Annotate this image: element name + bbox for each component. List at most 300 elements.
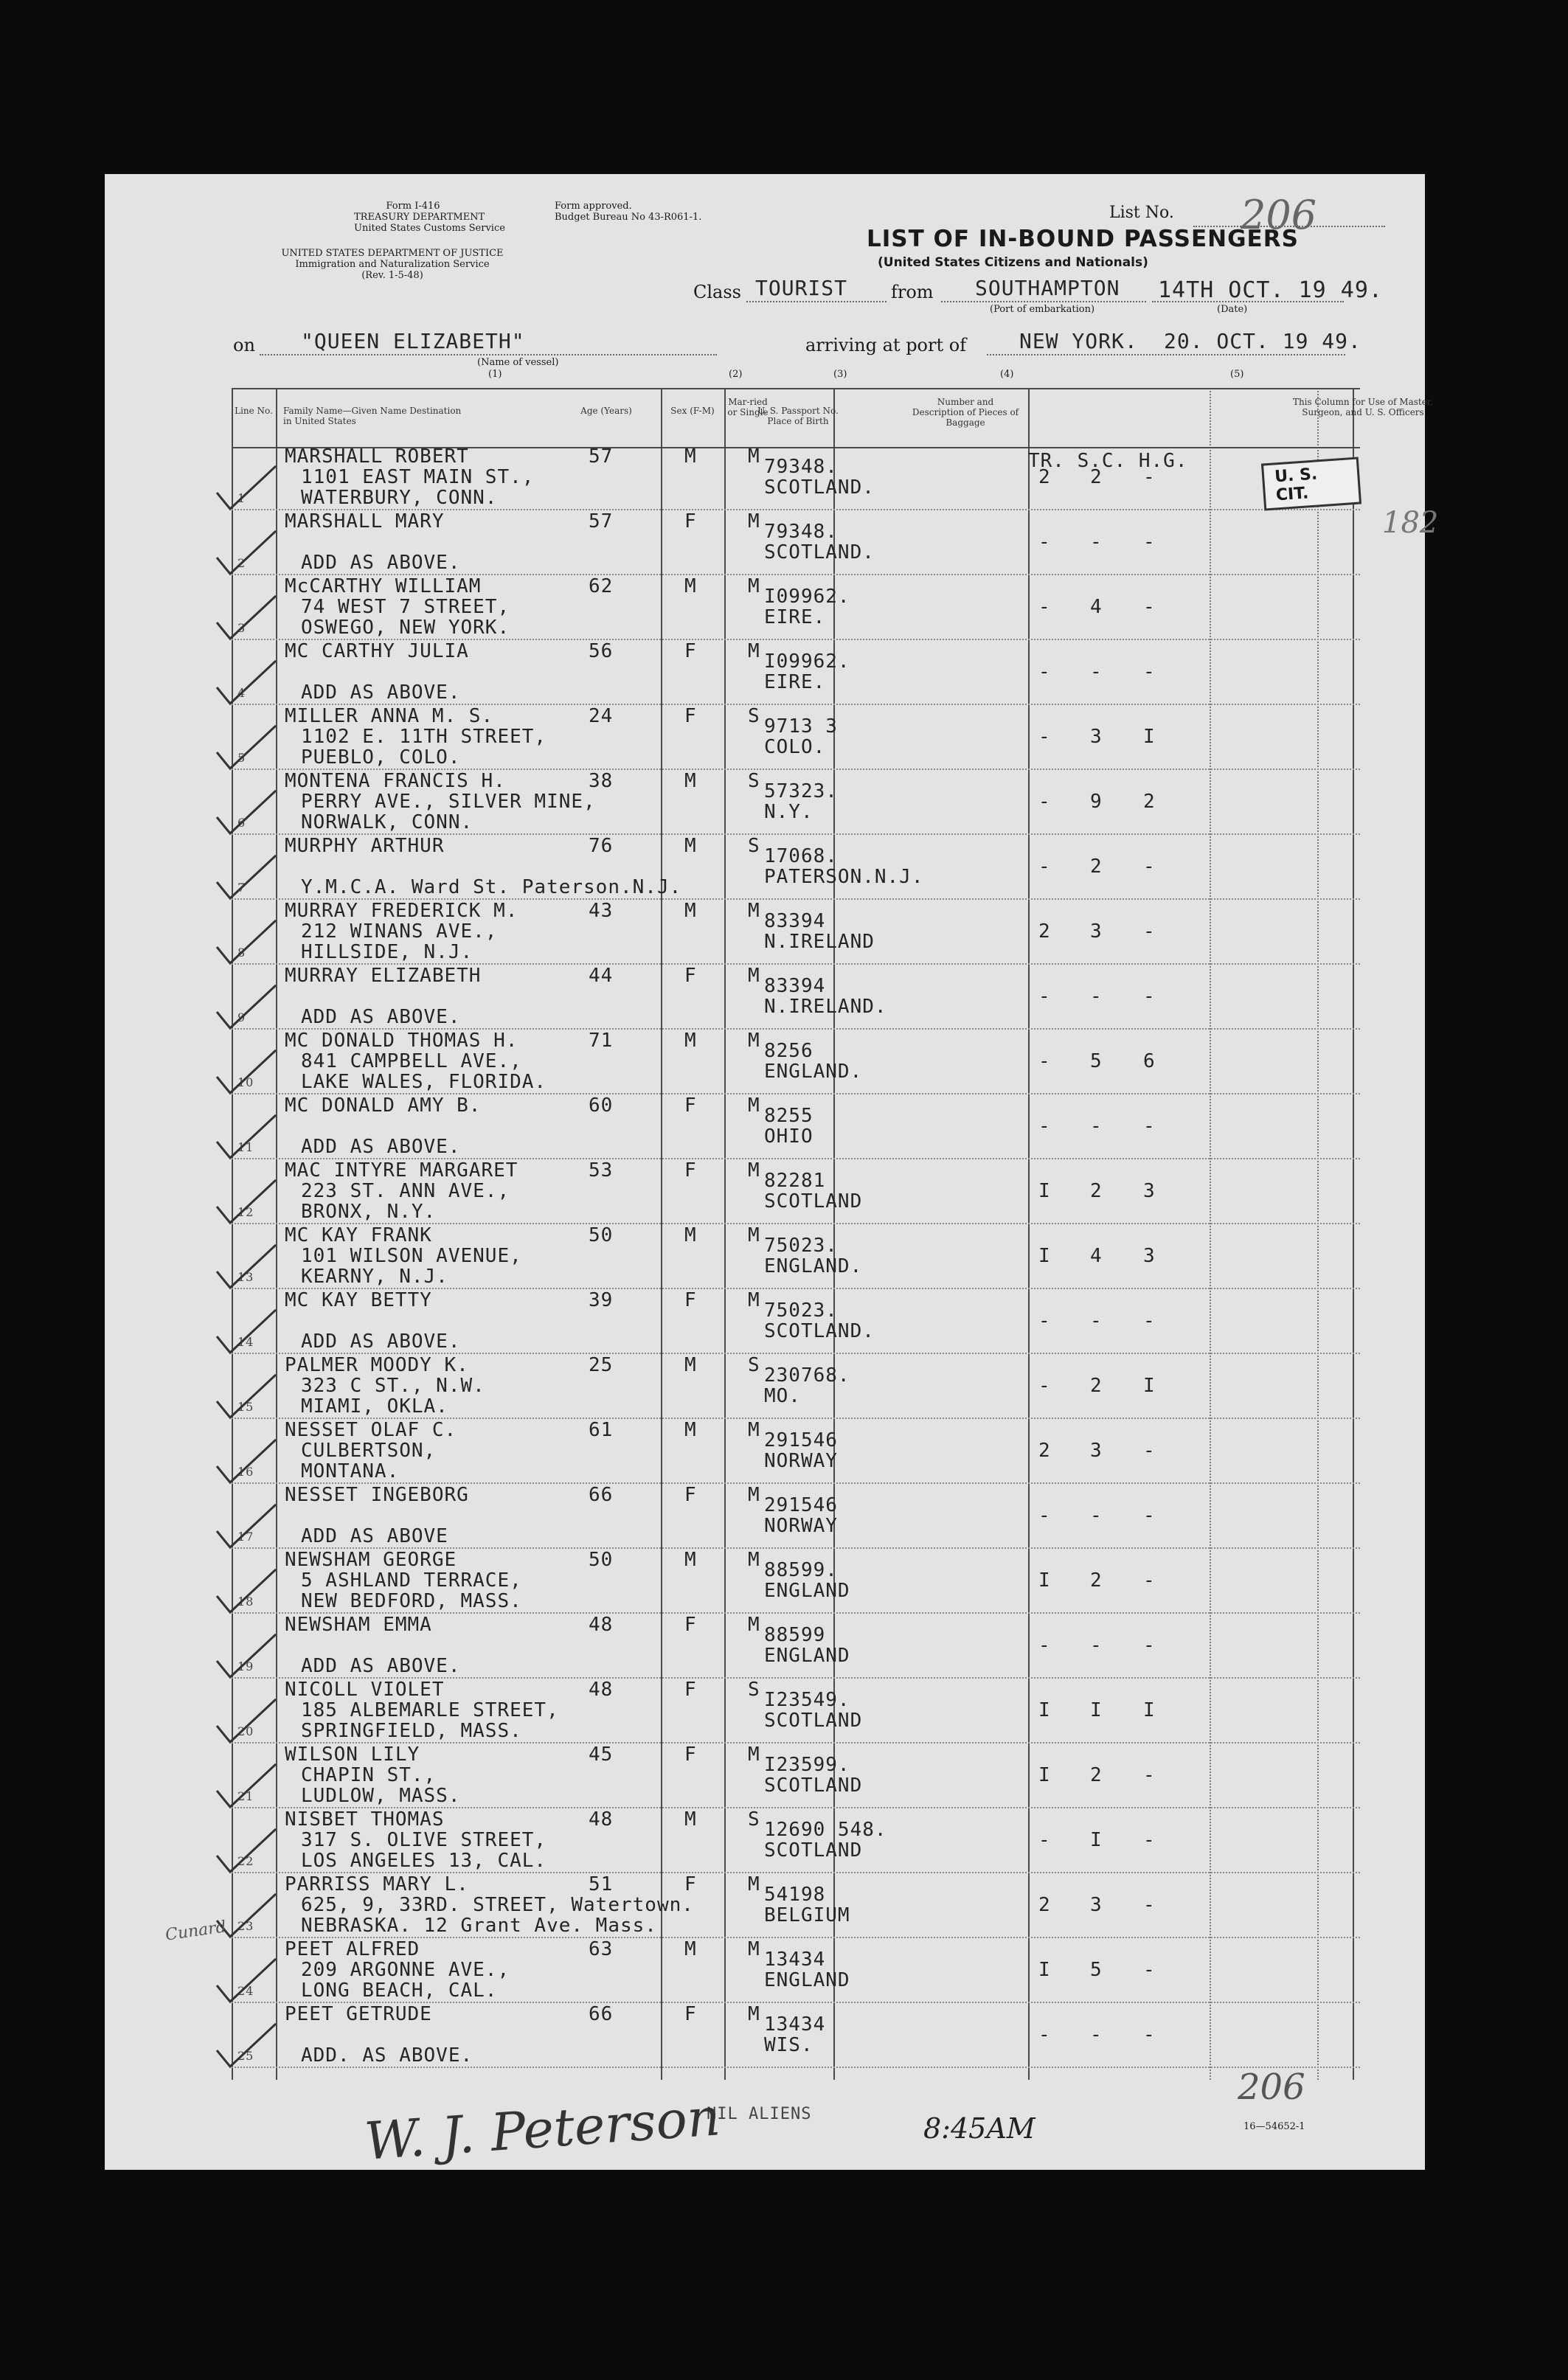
age: 76 xyxy=(589,835,614,857)
check-mark-icon xyxy=(214,463,280,515)
place-of-birth: WIS. xyxy=(764,2034,814,2056)
check-mark-icon xyxy=(214,1567,280,1618)
marital-status: M xyxy=(748,1419,760,1441)
place-of-birth: N.IRELAND. xyxy=(764,996,887,1018)
passenger-name: MURRAY ELIZABETH xyxy=(285,965,482,987)
baggage-hg: - xyxy=(1143,1894,1156,1916)
sex: F xyxy=(684,1159,697,1182)
marital-status: M xyxy=(748,1614,760,1636)
place-of-birth: SCOTLAND. xyxy=(764,476,875,499)
passenger-name: PEET ALFRED xyxy=(285,1938,420,1960)
sex: M xyxy=(684,1354,697,1376)
marital-status: M xyxy=(748,510,760,532)
header-married: Mar-ried or Single xyxy=(727,397,769,417)
destination-line: ADD AS ABOVE. xyxy=(301,681,461,704)
check-mark-icon xyxy=(214,1502,280,1553)
passport-number: I09962. xyxy=(764,586,850,608)
line-number: 6 xyxy=(237,816,246,830)
place-of-birth: BELGIUM xyxy=(764,1904,850,1926)
officer-signature: W. J. Peterson xyxy=(362,2086,723,2172)
embarkation-note: (Port of embarkation) xyxy=(990,304,1095,315)
line-number: 14 xyxy=(237,1335,254,1349)
line-number: 5 xyxy=(237,751,246,765)
destination-line: OSWEGO, NEW YORK. xyxy=(301,617,510,639)
baggage-tr: I xyxy=(1038,1180,1051,1202)
marital-status: M xyxy=(748,965,760,987)
embarkation-date: 14TH OCT. 19 49. xyxy=(1158,277,1383,303)
baggage-sc: 3 xyxy=(1090,920,1103,943)
baggage-hg: - xyxy=(1143,1764,1156,1786)
marital-status: M xyxy=(748,1224,760,1246)
destination-line: 5 ASHLAND TERRACE, xyxy=(301,1569,522,1592)
sex: M xyxy=(684,1938,697,1960)
baggage-sc: - xyxy=(1090,1505,1103,1527)
baggage-tr: - xyxy=(1038,1634,1051,1656)
place-of-birth: SCOTLAND xyxy=(764,1839,863,1862)
table-row xyxy=(232,1807,1360,1873)
marital-status: S xyxy=(748,705,760,727)
table-row xyxy=(232,1028,1360,1094)
passenger-name: MC DONALD THOMAS H. xyxy=(285,1030,518,1052)
line-number: 3 xyxy=(237,621,246,635)
sex: F xyxy=(684,1614,697,1636)
baggage-tr: - xyxy=(1038,1375,1051,1397)
customs-label: United States Customs Service xyxy=(354,223,505,234)
sex: F xyxy=(684,965,697,987)
baggage-sc: 4 xyxy=(1090,596,1103,618)
passport-number: 88599 xyxy=(764,1624,826,1646)
passport-number: 75023. xyxy=(764,1300,838,1322)
vessel-note: (Name of vessel) xyxy=(477,357,559,368)
baggage-sc: 3 xyxy=(1090,1894,1103,1916)
check-mark-icon xyxy=(214,1047,280,1099)
line-number: 22 xyxy=(237,1854,254,1868)
margin-note: Cunard xyxy=(164,1918,228,1945)
baggage-tr: - xyxy=(1038,1050,1051,1072)
sex: M xyxy=(684,1419,697,1441)
sex: F xyxy=(684,1744,697,1766)
page-title: LIST OF IN-BOUND PASSENGERS xyxy=(867,226,1299,252)
age: 60 xyxy=(589,1094,614,1117)
age: 57 xyxy=(589,510,614,532)
class-label: Class xyxy=(693,282,741,302)
arrival-date: 20. OCT. 19 49. xyxy=(1164,329,1361,353)
age: 66 xyxy=(589,2003,614,2025)
port-of-embarkation: SOUTHAMPTON xyxy=(975,276,1120,300)
line-number: 24 xyxy=(237,1984,254,1998)
footer-list-number: 206 xyxy=(1238,2067,1305,2108)
revision-label: (Rev. 1-5-48) xyxy=(361,270,423,281)
destination-line: ADD AS ABOVE. xyxy=(301,1136,461,1158)
column-number: (4) xyxy=(1000,369,1014,380)
destination-line: NEBRASKA. 12 Grant Ave. Mass. xyxy=(301,1915,657,1937)
age: 51 xyxy=(589,1873,614,1895)
place-of-birth: COLO. xyxy=(764,736,826,758)
from-label: from xyxy=(891,282,934,302)
sex: M xyxy=(684,1224,697,1246)
check-mark-icon xyxy=(214,723,280,774)
destination-line: CHAPIN ST., xyxy=(301,1764,437,1786)
passport-number: 83394 xyxy=(764,910,826,932)
date-note: (Date) xyxy=(1217,304,1248,315)
passenger-name: MURPHY ARTHUR xyxy=(285,835,445,857)
place-of-birth: ENGLAND xyxy=(764,1580,850,1602)
passport-number: 8256 xyxy=(764,1040,814,1062)
age: 62 xyxy=(589,575,614,597)
baggage-hg: - xyxy=(1143,1505,1156,1527)
place-of-birth: ENGLAND xyxy=(764,1645,850,1667)
table-row xyxy=(232,704,1360,770)
table-row xyxy=(232,1872,1360,1938)
place-of-birth: NORWAY xyxy=(764,1450,838,1472)
passport-number: 75023. xyxy=(764,1235,838,1257)
place-of-birth: N.IRELAND xyxy=(764,931,875,953)
destination-line: 317 S. OLIVE STREET, xyxy=(301,1829,547,1851)
age: 56 xyxy=(589,640,614,662)
baggage-tr: - xyxy=(1038,1829,1051,1851)
line-number: 2 xyxy=(237,556,246,570)
place-of-birth: SCOTLAND xyxy=(764,1774,863,1797)
check-mark-icon xyxy=(214,1307,280,1359)
check-mark-icon xyxy=(214,1761,280,1813)
passport-number: I23549. xyxy=(764,1689,850,1711)
form-approved-label: Form approved. xyxy=(555,201,632,212)
table-row xyxy=(232,963,1360,1030)
passenger-name: McCARTHY WILLIAM xyxy=(285,575,482,597)
sex: F xyxy=(684,1484,697,1506)
line-number: 16 xyxy=(237,1465,254,1479)
destination-line: NORWALK, CONN. xyxy=(301,811,473,833)
destination-line: 1101 EAST MAIN ST., xyxy=(301,466,535,488)
baggage-hg: 2 xyxy=(1143,791,1156,813)
column-number: (2) xyxy=(729,369,743,380)
marital-status: M xyxy=(748,1289,760,1311)
passport-number: 12690 548. xyxy=(764,1819,887,1841)
sex: F xyxy=(684,640,697,662)
passenger-name: MILLER ANNA M. S. xyxy=(285,705,494,727)
line-number: 23 xyxy=(237,1919,254,1933)
age: 44 xyxy=(589,965,614,987)
baggage-sc: 2 xyxy=(1090,856,1103,878)
sex: F xyxy=(684,1094,697,1117)
passport-number: 79348. xyxy=(764,456,838,478)
destination-line: ADD. AS ABOVE. xyxy=(301,2044,473,2067)
baggage-tr: I xyxy=(1038,1764,1051,1786)
passenger-name: NESSET OLAF C. xyxy=(285,1419,457,1441)
passport-number: 54198 xyxy=(764,1884,826,1906)
marital-status: M xyxy=(748,575,760,597)
destination-line: 185 ALBEMARLE STREET, xyxy=(301,1699,559,1721)
sex: F xyxy=(684,705,697,727)
check-mark-icon xyxy=(214,1372,280,1423)
baggage-hg: - xyxy=(1143,661,1156,683)
passport-number: 230768. xyxy=(764,1364,850,1387)
destination-line: 323 C ST., N.W. xyxy=(301,1375,485,1397)
age: 71 xyxy=(589,1030,614,1052)
place-of-birth: ENGLAND. xyxy=(764,1255,863,1277)
baggage-tr: - xyxy=(1038,531,1051,553)
header-sex: Sex (F-M) xyxy=(670,406,715,416)
passport-number: I09962. xyxy=(764,650,850,673)
destination-line: 209 ARGONNE AVE., xyxy=(301,1959,510,1981)
destination-line: KEARNY, N.J. xyxy=(301,1266,448,1288)
table-row xyxy=(232,1612,1360,1679)
passport-number: 88599. xyxy=(764,1559,838,1581)
check-mark-icon xyxy=(214,1177,280,1229)
table-row xyxy=(232,444,1360,510)
department-label: TREASURY DEPARTMENT xyxy=(354,212,485,223)
baggage-hg: 6 xyxy=(1143,1050,1156,1072)
vessel-name: "QUEEN ELIZABETH" xyxy=(301,329,525,353)
budget-bureau-label: Budget Bureau No 43-R061-1. xyxy=(555,212,702,223)
passport-number: 8255 xyxy=(764,1105,814,1127)
destination-line: PUEBLO, COLO. xyxy=(301,746,461,769)
form-number: Form I-416 xyxy=(386,201,440,212)
line-number: 8 xyxy=(237,946,246,960)
age: 48 xyxy=(589,1808,614,1831)
marital-status: M xyxy=(748,1873,760,1895)
form-approval xyxy=(555,201,701,223)
sex: M xyxy=(684,1030,697,1052)
age: 39 xyxy=(589,1289,614,1311)
check-mark-icon xyxy=(214,1242,280,1294)
age: 45 xyxy=(589,1744,614,1766)
justice-block xyxy=(230,248,555,281)
check-mark-icon xyxy=(214,853,280,904)
baggage-hg: - xyxy=(1143,1634,1156,1656)
baggage-tr: - xyxy=(1038,1505,1051,1527)
baggage-hg: - xyxy=(1143,531,1156,553)
baggage-hg: I xyxy=(1143,726,1156,748)
baggage-hg: I xyxy=(1143,1375,1156,1397)
form-header-left xyxy=(354,201,505,234)
marital-status: M xyxy=(748,1938,760,1960)
passport-number: 83394 xyxy=(764,975,826,997)
sex: M xyxy=(684,1808,697,1831)
side-note-number: 182 xyxy=(1382,506,1439,540)
passenger-name: NISBET THOMAS xyxy=(285,1808,445,1831)
passenger-name: MAC INTYRE MARGARET xyxy=(285,1159,518,1182)
baggage-tr: - xyxy=(1038,856,1051,878)
line-number: 17 xyxy=(237,1530,254,1544)
table-row xyxy=(232,898,1360,965)
check-mark-icon xyxy=(214,1631,280,1683)
marital-status: S xyxy=(748,1354,760,1376)
sex: M xyxy=(684,770,697,792)
passport-number: 291546 xyxy=(764,1494,838,1516)
baggage-tr: 2 xyxy=(1038,920,1051,943)
age: 53 xyxy=(589,1159,614,1182)
passport-number: 17068. xyxy=(764,845,838,867)
passport-number: 79348. xyxy=(764,521,838,543)
line-number: 4 xyxy=(237,686,246,700)
sex: F xyxy=(684,1679,697,1701)
baggage-sc: - xyxy=(1090,2024,1103,2046)
baggage-hg: - xyxy=(1143,1115,1156,1137)
line-number: 15 xyxy=(237,1400,254,1414)
line-number: 12 xyxy=(237,1205,254,1219)
baggage-hg: - xyxy=(1143,1440,1156,1462)
marital-status: S xyxy=(748,835,760,857)
passenger-name: NICOLL VIOLET xyxy=(285,1679,445,1701)
baggage-sc: 2 xyxy=(1090,466,1103,488)
table-row xyxy=(232,1093,1360,1159)
age: 25 xyxy=(589,1354,614,1376)
destination-line: 223 ST. ANN AVE., xyxy=(301,1180,510,1202)
check-mark-icon xyxy=(214,1956,280,2008)
baggage-tr: - xyxy=(1038,791,1051,813)
line-number: 7 xyxy=(237,881,246,895)
destination-line: LOS ANGELES 13, CAL. xyxy=(301,1850,547,1872)
table-row xyxy=(232,574,1360,640)
destination-line: MIAMI, OKLA. xyxy=(301,1395,448,1418)
page-subtitle: (United States Citizens and Nationals) xyxy=(878,255,1148,270)
passport-number: 13434 xyxy=(764,2013,826,2036)
baggage-hg: - xyxy=(1143,1310,1156,1332)
passenger-manifest-sheet xyxy=(105,174,1439,2172)
passenger-name: PARRISS MARY L. xyxy=(285,1873,469,1895)
baggage-tr: - xyxy=(1038,2024,1051,2046)
baggage-tr: I xyxy=(1038,1959,1051,1981)
destination-line: ADD AS ABOVE xyxy=(301,1525,448,1547)
signature-time: 8:45AM xyxy=(923,2112,1035,2145)
baggage-hg: - xyxy=(1143,1829,1156,1851)
age: 48 xyxy=(589,1614,614,1636)
line-number: 1 xyxy=(237,491,246,505)
on-label: on xyxy=(233,335,255,355)
baggage-tr: I xyxy=(1038,1569,1051,1592)
marital-status: M xyxy=(748,1159,760,1182)
baggage-tr: - xyxy=(1038,596,1051,618)
line-number: 21 xyxy=(237,1789,254,1803)
baggage-sc: 2 xyxy=(1090,1375,1103,1397)
destination-line: 1102 E. 11TH STREET, xyxy=(301,726,547,748)
table-row xyxy=(232,1937,1360,2003)
baggage-hg: - xyxy=(1143,596,1156,618)
place-of-birth: OHIO xyxy=(764,1125,814,1148)
baggage-hg: - xyxy=(1143,1569,1156,1592)
baggage-sc: 9 xyxy=(1090,791,1103,813)
age: 48 xyxy=(589,1679,614,1701)
table-row xyxy=(232,833,1360,900)
destination-line: WATERBURY, CONN. xyxy=(301,487,498,509)
baggage-tr: - xyxy=(1038,661,1051,683)
destination-line: CULBERTSON, xyxy=(301,1440,437,1462)
passport-number: I23599. xyxy=(764,1754,850,1776)
place-of-birth: SCOTLAND xyxy=(764,1190,863,1212)
column-number: (5) xyxy=(1230,369,1244,380)
baggage-sc: - xyxy=(1090,1310,1103,1332)
baggage-sc: 2 xyxy=(1090,1764,1103,1786)
marital-status: M xyxy=(748,1094,760,1117)
passenger-name: NESSET INGEBORG xyxy=(285,1484,469,1506)
baggage-sc: - xyxy=(1090,1634,1103,1656)
marital-status: M xyxy=(748,640,760,662)
place-of-birth: ENGLAND. xyxy=(764,1061,863,1083)
place-of-birth: NORWAY xyxy=(764,1515,838,1537)
passenger-name: MURRAY FREDERICK M. xyxy=(285,900,518,922)
marital-status: M xyxy=(748,1549,760,1571)
baggage-tr: 2 xyxy=(1038,466,1051,488)
age: 43 xyxy=(589,900,614,922)
destination-line: MONTANA. xyxy=(301,1460,400,1482)
passport-number: 57323. xyxy=(764,780,838,802)
baggage-sc: 3 xyxy=(1090,1440,1103,1462)
passenger-table xyxy=(232,388,1439,2080)
marital-status: M xyxy=(748,900,760,922)
header-line-no: Line No. xyxy=(235,406,273,416)
baggage-sc: 4 xyxy=(1090,1245,1103,1267)
check-mark-icon xyxy=(214,593,280,645)
passenger-name: PALMER MOODY K. xyxy=(285,1354,469,1376)
column-number: (3) xyxy=(833,369,847,380)
destination-line: ADD AS ABOVE. xyxy=(301,1330,461,1353)
baggage-hg: - xyxy=(1143,2024,1156,2046)
sex: F xyxy=(684,1873,697,1895)
age: 24 xyxy=(589,705,614,727)
passenger-name: MC DONALD AMY B. xyxy=(285,1094,482,1117)
baggage-tr: 2 xyxy=(1038,1894,1051,1916)
passenger-name: WILSON LILY xyxy=(285,1744,420,1766)
check-mark-icon xyxy=(214,2021,280,2072)
sex: M xyxy=(684,445,697,468)
line-number: 19 xyxy=(237,1659,254,1673)
destination-line: LUDLOW, MASS. xyxy=(301,1785,461,1807)
list-number: 206 xyxy=(1241,192,1317,238)
table-row xyxy=(232,1158,1360,1224)
check-mark-icon xyxy=(214,1696,280,1748)
list-no-label: List No. xyxy=(1109,204,1174,222)
age: 38 xyxy=(589,770,614,792)
class-value: TOURIST xyxy=(755,276,848,300)
baggage-hg: - xyxy=(1143,466,1156,488)
marital-status: S xyxy=(748,1679,760,1701)
baggage-tr: - xyxy=(1038,1310,1051,1332)
baggage-hg: 3 xyxy=(1143,1180,1156,1202)
sex: M xyxy=(684,575,697,597)
sex: F xyxy=(684,1289,697,1311)
place-of-birth: PATERSON.N.J. xyxy=(764,866,924,888)
line-number: 25 xyxy=(237,2049,254,2063)
place-of-birth: SCOTLAND. xyxy=(764,541,875,563)
table-row xyxy=(232,1223,1360,1289)
baggage-hg: - xyxy=(1143,856,1156,878)
passport-number: 82281 xyxy=(764,1170,826,1192)
header-baggage: Number and Description of Pieces of Baggage xyxy=(912,397,1019,428)
table-row xyxy=(232,1482,1360,1549)
baggage-hg: 3 xyxy=(1143,1245,1156,1267)
baggage-sc: - xyxy=(1090,1115,1103,1137)
marital-status: S xyxy=(748,1808,760,1831)
passenger-name: MC KAY BETTY xyxy=(285,1289,432,1311)
line-number: 13 xyxy=(237,1270,254,1284)
line-number: 20 xyxy=(237,1724,254,1738)
baggage-tr: 2 xyxy=(1038,1440,1051,1462)
baggage-tr: - xyxy=(1038,1115,1051,1137)
sex: F xyxy=(684,2003,697,2025)
check-mark-icon xyxy=(214,528,280,580)
destination-line: ADD AS ABOVE. xyxy=(301,1655,461,1677)
table-row xyxy=(232,2002,1360,2068)
check-mark-icon xyxy=(214,982,280,1034)
table-row xyxy=(232,509,1360,575)
table-row xyxy=(232,769,1360,835)
baggage-sc: I xyxy=(1090,1699,1103,1721)
baggage-hg: - xyxy=(1143,985,1156,1007)
passport-number: 13434 xyxy=(764,1949,826,1971)
baggage-sc: 5 xyxy=(1090,1050,1103,1072)
form-reference: 16—54652-1 xyxy=(1243,2121,1305,2132)
